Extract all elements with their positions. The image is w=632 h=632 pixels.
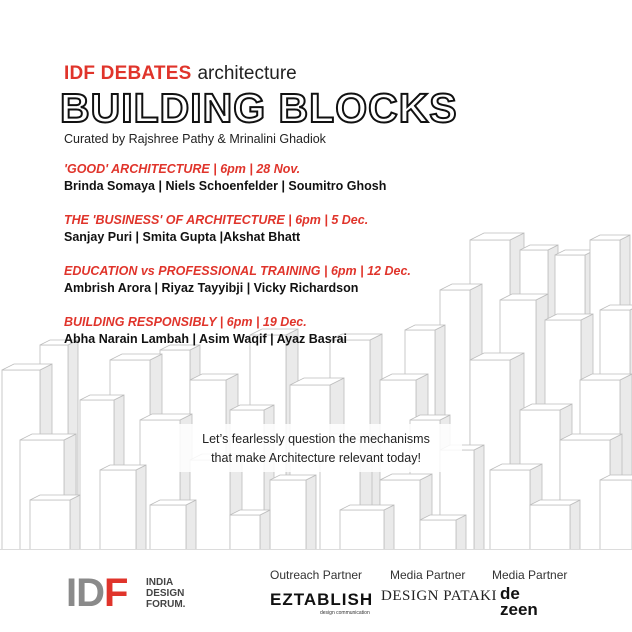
tagline-line: that make Architecture relevant today! — [211, 451, 421, 465]
event-title: BUILDING RESPONSIBLY | 6pm | 19 Dec. — [64, 315, 307, 329]
tagline-line: Let’s fearlessly question the mechanisms — [202, 432, 430, 446]
idf-logo-line: INDIA — [146, 577, 174, 588]
event-title: 'GOOD' ARCHITECTURE | 6pm | 28 Nov. — [64, 162, 301, 176]
event-speakers: Abha Narain Lambah | Asim Waqif | Ayaz Basrai — [64, 332, 347, 346]
event-title: EDUCATION vs PROFESSIONAL TRAINING | 6pm | 12 Dec. — [64, 264, 411, 278]
idf-logo-text — [146, 577, 185, 610]
footer-divider — [0, 549, 632, 550]
skyline-building — [530, 500, 580, 550]
tagline — [0, 430, 632, 468]
curators-line: Curated by Rajshree Pathy & Mrinalini Ghadiok — [64, 132, 326, 146]
skyline-building — [230, 510, 270, 550]
event-item — [64, 212, 368, 246]
event-item — [64, 314, 347, 348]
partner-label-media: Media Partner — [492, 568, 568, 582]
dezeen-logo — [500, 586, 538, 618]
header — [64, 62, 297, 86]
event-speakers: Ambrish Arora | Riyaz Tayyibji | Vicky Richardson — [64, 281, 359, 295]
event-item — [64, 263, 411, 297]
brand-title: IDF DEBATES — [64, 63, 192, 84]
subject-label: architecture — [197, 63, 297, 84]
event-speakers: Brinda Somaya | Niels Schoenfelder | Soumitro Ghosh — [64, 179, 387, 193]
idf-logo-line: DESIGN — [146, 588, 185, 599]
idf-logo — [66, 571, 186, 615]
eztablish-logo-subtitle: design communication — [320, 610, 370, 616]
idf-logo-line: FORUM. — [146, 599, 186, 610]
event-item — [64, 161, 386, 195]
skyline-building — [150, 500, 196, 550]
dezeen-logo-line: de — [500, 584, 520, 603]
idf-logo-mark — [66, 573, 127, 613]
skyline-building — [340, 505, 394, 550]
event-speakers: Sanjay Puri | Smita Gupta |Akshat Bhatt — [64, 230, 301, 244]
skyline-building — [30, 495, 80, 550]
event-title: THE 'BUSINESS' OF ARCHITECTURE | 6pm | 5 Dec. — [64, 213, 369, 227]
dezeen-logo-line: zeen — [500, 600, 538, 619]
partner-label-outreach: Outreach Partner — [270, 568, 363, 582]
skyline-building — [100, 465, 146, 550]
idf-logo-letters: ID — [66, 571, 104, 615]
series-title — [64, 62, 297, 86]
skyline-building — [420, 515, 466, 550]
eztablish-logo: EZTABLISH — [270, 590, 374, 609]
design-pataki-logo: DESIGN PATAKI — [381, 588, 498, 604]
page-title: BUILDING BLOCKS — [60, 85, 458, 131]
idf-logo-letter-f: F — [104, 571, 128, 615]
skyline-building — [270, 475, 316, 550]
partner-label-media: Media Partner — [390, 568, 466, 582]
skyline-building — [600, 475, 632, 550]
